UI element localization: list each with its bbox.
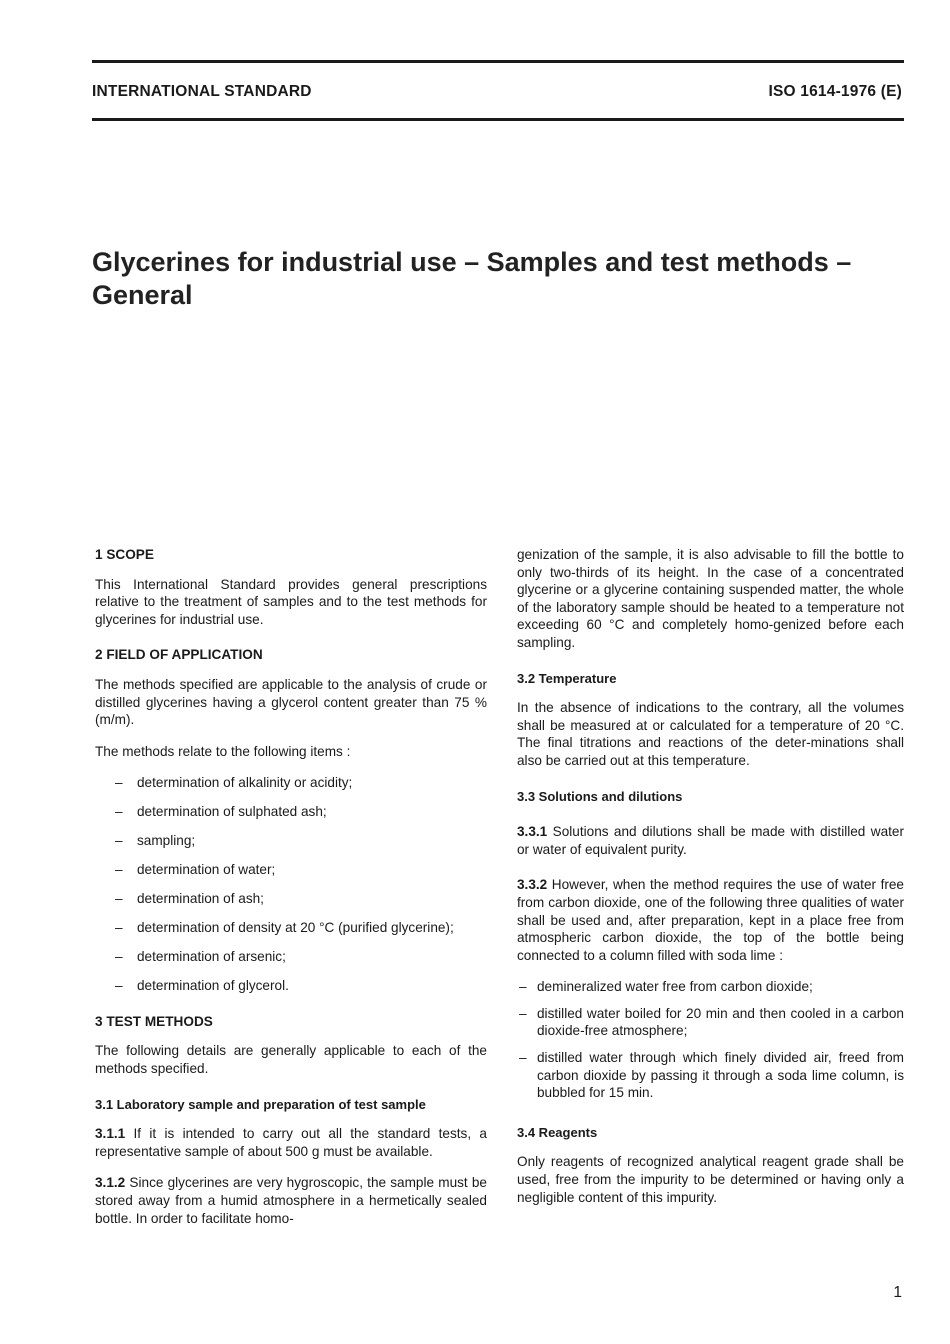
clause-text: Solutions and dilutions shall be made with distilled water or water of equivalent purity.	[517, 824, 904, 857]
heading-3-4: 3.4 Reagents	[517, 1124, 598, 1140]
paragraph-3-3-2	[517, 876, 904, 964]
scope-text: This International Standard provides general prescriptions relative to the treatment of samples and to the test methods for glycerines for industrial use.	[95, 576, 487, 627]
list-item: – determination of arsenic;	[95, 948, 487, 966]
list-item: – sampling;	[95, 832, 487, 850]
list-item: – determination of sulphated ash;	[95, 803, 487, 821]
page-number: 1	[893, 1284, 902, 1301]
clause-number: 3.3.1	[517, 824, 548, 840]
heading-3-2: 3.2 Temperature	[517, 670, 617, 686]
header-top-rule	[92, 60, 904, 63]
clause-text: Since glycerines are very hygroscopic, the sample must be stored away from a humid atmosphere in a hermetically sealed bottle. In order to facilitate homo-	[95, 1175, 487, 1226]
list-item: – determination of alkalinity or acidity;	[95, 774, 487, 792]
temperature-text: In the absence of indications to the contrary, all the volumes shall be measured at or calculated for a temperature of 20 °C. The final titrations and reactions of the deter-minations shall also be carried out at this temperature.	[517, 700, 904, 768]
list-item: – determination of water;	[95, 861, 487, 879]
methods-list	[95, 774, 487, 994]
heading-test-methods: 3 TEST METHODS	[95, 1013, 213, 1029]
paragraph-3-1-1	[95, 1125, 487, 1160]
heading-scope: 1 SCOPE	[95, 547, 154, 562]
paragraph-3-1-2	[95, 1174, 487, 1227]
water-qualities-list	[517, 978, 904, 1102]
heading-field-of-application: 2 FIELD OF APPLICATION	[95, 647, 263, 663]
clause-number: 3.3.2	[517, 877, 548, 893]
clause-text: However, when the method requires the use of water free from carbon dioxide, one of the following three qualities of water shall be used and, after preparation, kept in a place free from atmospheric carbon dioxide, the top of the bottle being connected to a column filled with soda lime :	[517, 877, 904, 963]
paragraph-3-1-2-continued: genization of the sample, it is also advisable to fill the bottle to only two-thirds of its height. In the case of a concentrated glycerine or a glycerine containing suspended matter, the whole of the laboratory sample should be heated to a temperature not exceeding 60 °C and completely homo-genized before each sampling.	[517, 547, 904, 650]
document-title	[92, 246, 912, 312]
header-bottom-rule	[92, 118, 904, 121]
clause-number: 3.1.1	[95, 1126, 126, 1142]
list-item: – determination of density at 20 °C (purified glycerine);	[95, 919, 487, 937]
clause-number: 3.1.2	[95, 1175, 126, 1191]
heading-3-1: 3.1 Laboratory sample and preparation of test sample	[95, 1096, 426, 1112]
list-item: – determination of ash;	[95, 890, 487, 908]
clause-text: If it is intended to carry out all the standard tests, a representative sample of about 500 g must be available.	[95, 1126, 487, 1159]
title-line-2: General	[92, 280, 193, 310]
heading-3-3: 3.3 Solutions and dilutions	[517, 788, 683, 804]
right-column	[517, 546, 904, 1220]
title-line-1: Glycerines for industrial use – Samples and test methods –	[92, 247, 852, 277]
document-type-label: INTERNATIONAL STANDARD	[92, 83, 312, 100]
field-intro: The methods relate to the following items :	[95, 743, 351, 759]
list-item: – distilled water boiled for 20 min and then cooled in a carbon dioxide-free atmosphere;	[517, 1005, 904, 1040]
paragraph-3-3-1	[517, 823, 904, 858]
test-methods-text: The following details are generally applicable to each of the methods specified.	[95, 1043, 487, 1077]
list-item: – determination of glycerol.	[95, 977, 487, 995]
list-item: – distilled water through which finely divided air, freed from carbon dioxide by passing it through a soda lime column, is bubbled for 15 min.	[517, 1049, 904, 1102]
left-column	[95, 546, 487, 1241]
list-item: – demineralized water free from carbon dioxide;	[517, 978, 904, 996]
standard-number: ISO 1614-1976 (E)	[768, 83, 902, 100]
field-text: The methods specified are applicable to the analysis of crude or distilled glycerines having a glycerol content greater than 75 % (m/m).	[95, 676, 487, 728]
reagents-text: Only reagents of recognized analytical reagent grade shall be used, free from the impurity to be determined or having only a negligible content of this impurity.	[517, 1154, 904, 1205]
